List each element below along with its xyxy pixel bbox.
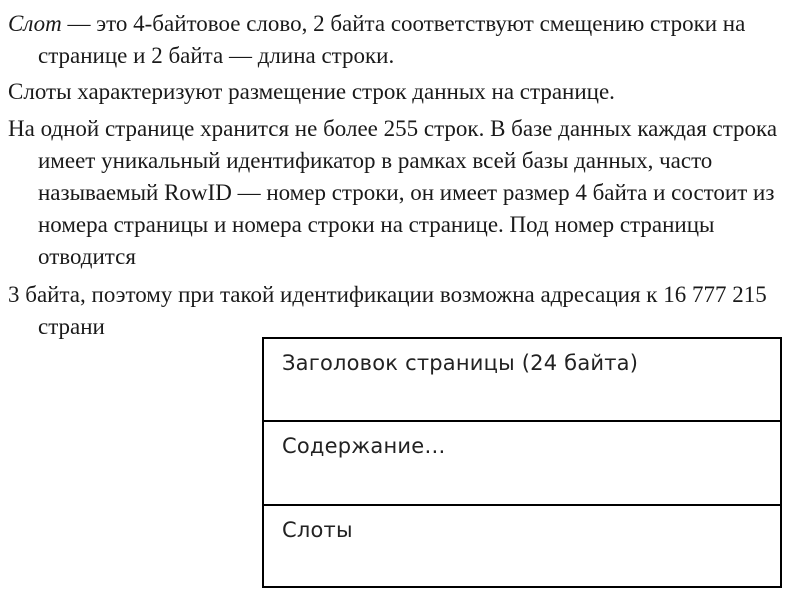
page-slots-label: Слоты: [282, 518, 353, 542]
page-slots-row: [264, 506, 780, 588]
addressing-paragraph: 3 байта, поэтому при такой идентификации возможна адресация к 16 777 215 страни: [8, 282, 767, 339]
slot-definition-paragraph: [8, 8, 800, 72]
page-structure-diagram: [262, 337, 782, 588]
rowid-paragraph: На одной странице хранится не более 255 строк. В базе данных каждая строка имеет уникальный идентификатор в рамках всей базы данных, часто называемый RowID — номер строки, он имеет размер 4 байта и состоит из номера страницы и номера строки на странице. Под номер страницы отводится: [8, 116, 778, 269]
page-content-row: [264, 422, 780, 506]
page-header-row: [264, 339, 780, 422]
slot-definition-text: — это 4-байтовое слово, 2 байта соответствуют смещению строки на странице и 2 байта — длина строки.: [38, 11, 746, 68]
slots-placement-paragraph: Слоты характеризуют размещение строк данных на странице.: [8, 79, 615, 104]
page-content-label: Содержание…: [282, 434, 446, 458]
slot-term: Слот: [8, 11, 62, 36]
page-header-label: Заголовок страницы (24 байта): [282, 351, 639, 375]
